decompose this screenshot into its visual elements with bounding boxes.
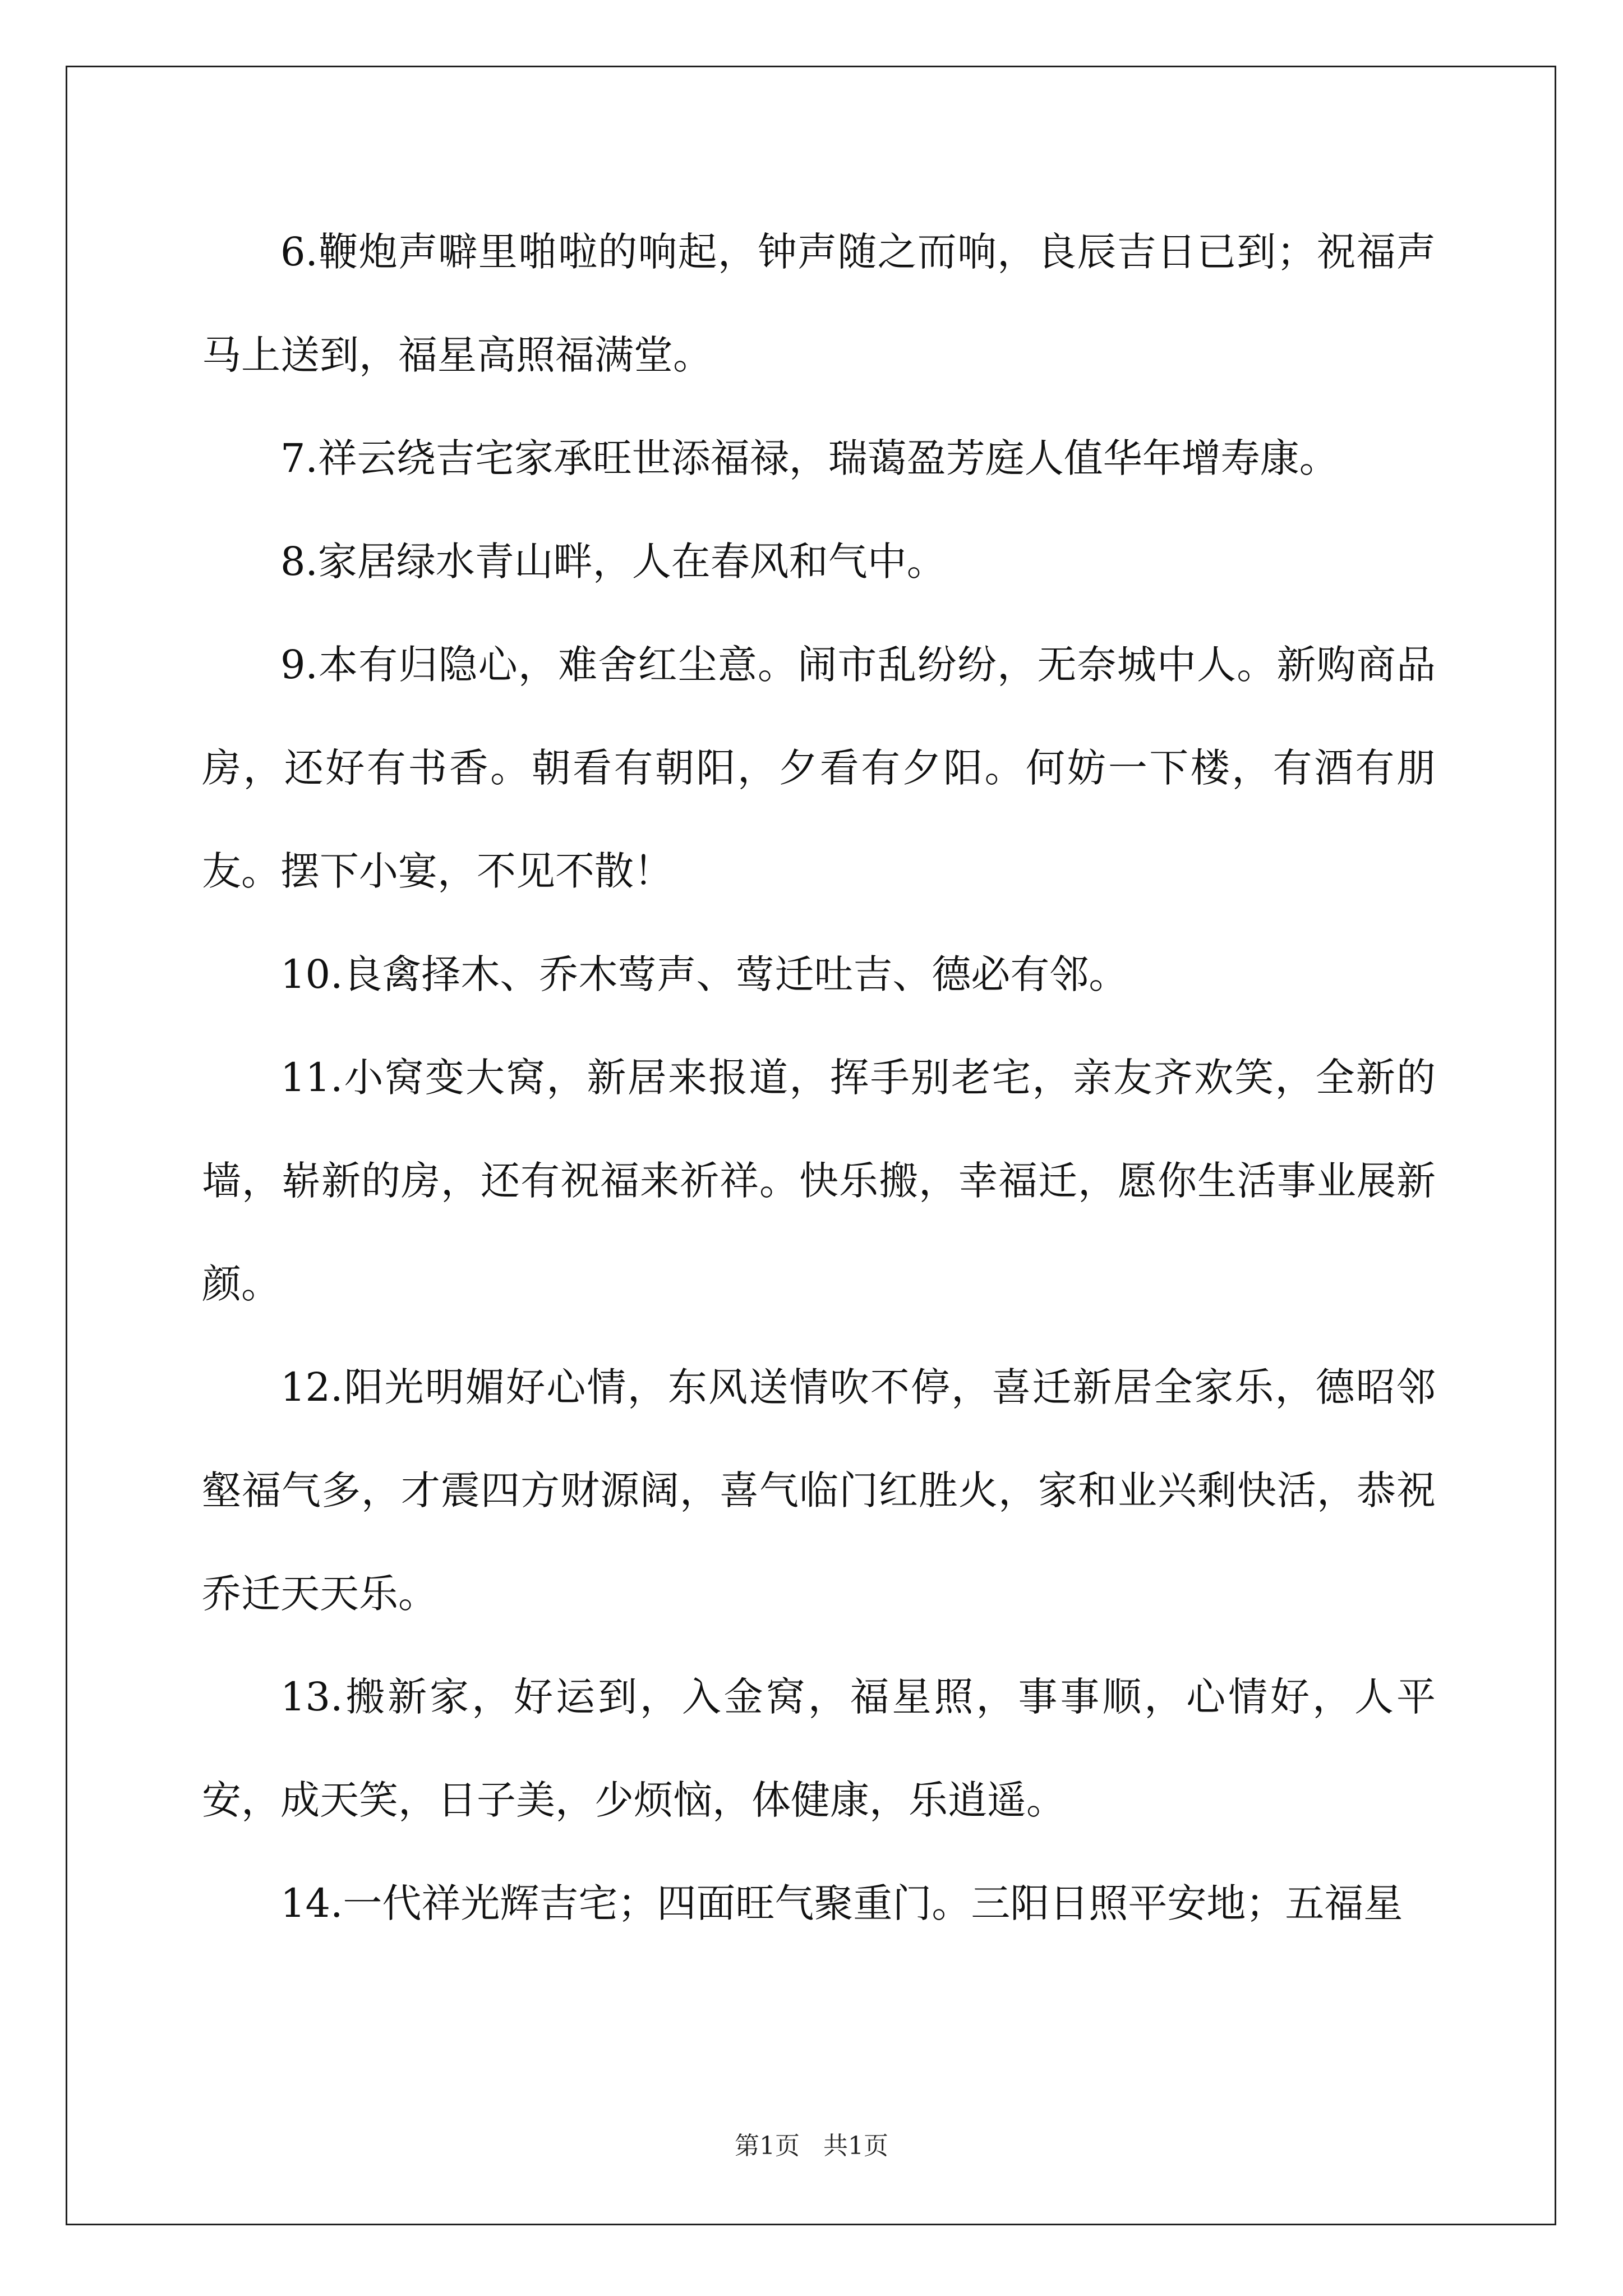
page-footer [0, 2129, 1623, 2163]
paragraph-14: 14.一代祥光辉吉宅；四面旺气聚重门。三阳日照平安地；五福星 [280, 1880, 1403, 1926]
paragraph-12: 12.阳光明媚好心情，东风送情吹不停，喜迁新居全家乐，德昭邻壑福气多，才震四方财源阔，喜气临门红胜火，家和业兴剩快活，恭祝乔迁天天乐。 [202, 1364, 1436, 1617]
paragraph-9: 9.本有归隐心，难舍红尘意。闹市乱纷纷，无奈城中人。新购商品房，还好有书香。朝看有朝阳，夕看有夕阳。何妨一下楼，有酒有朋友。摆下小宴，不见不散！ [202, 642, 1436, 894]
paragraph-7: 7.祥云绕吉宅家承旺世添福禄，瑞蔼盈芳庭人值华年增寿康。 [280, 435, 1339, 481]
paragraph-11: 11.小窝变大窝，新居来报道，挥手别老宅，亲友齐欢笑，全新的墙，崭新的房，还有祝福来祈祥。快乐搬，幸福迁，愿你生活事业展新颜。 [202, 1055, 1436, 1307]
page-number-current: 第1页 [735, 2132, 800, 2160]
paragraph-6: 6.鞭炮声噼里啪啦的响起，钟声随之而响，良辰吉日已到；祝福声马上送到，福星高照福满堂。 [202, 229, 1436, 378]
paragraph-13: 13.搬新家，好运到，入金窝，福星照，事事顺，心情好，人平安，成天笑，日子美，少烦恼，体健康，乐逍遥。 [202, 1674, 1436, 1823]
paragraph-8: 8.家居绿水青山畔，人在春风和气中。 [280, 539, 946, 585]
paragraph-10: 10.良禽择木、乔木莺声、莺迁吐吉、德必有邻。 [280, 951, 1128, 997]
page-number-total: 共1页 [823, 2132, 888, 2160]
